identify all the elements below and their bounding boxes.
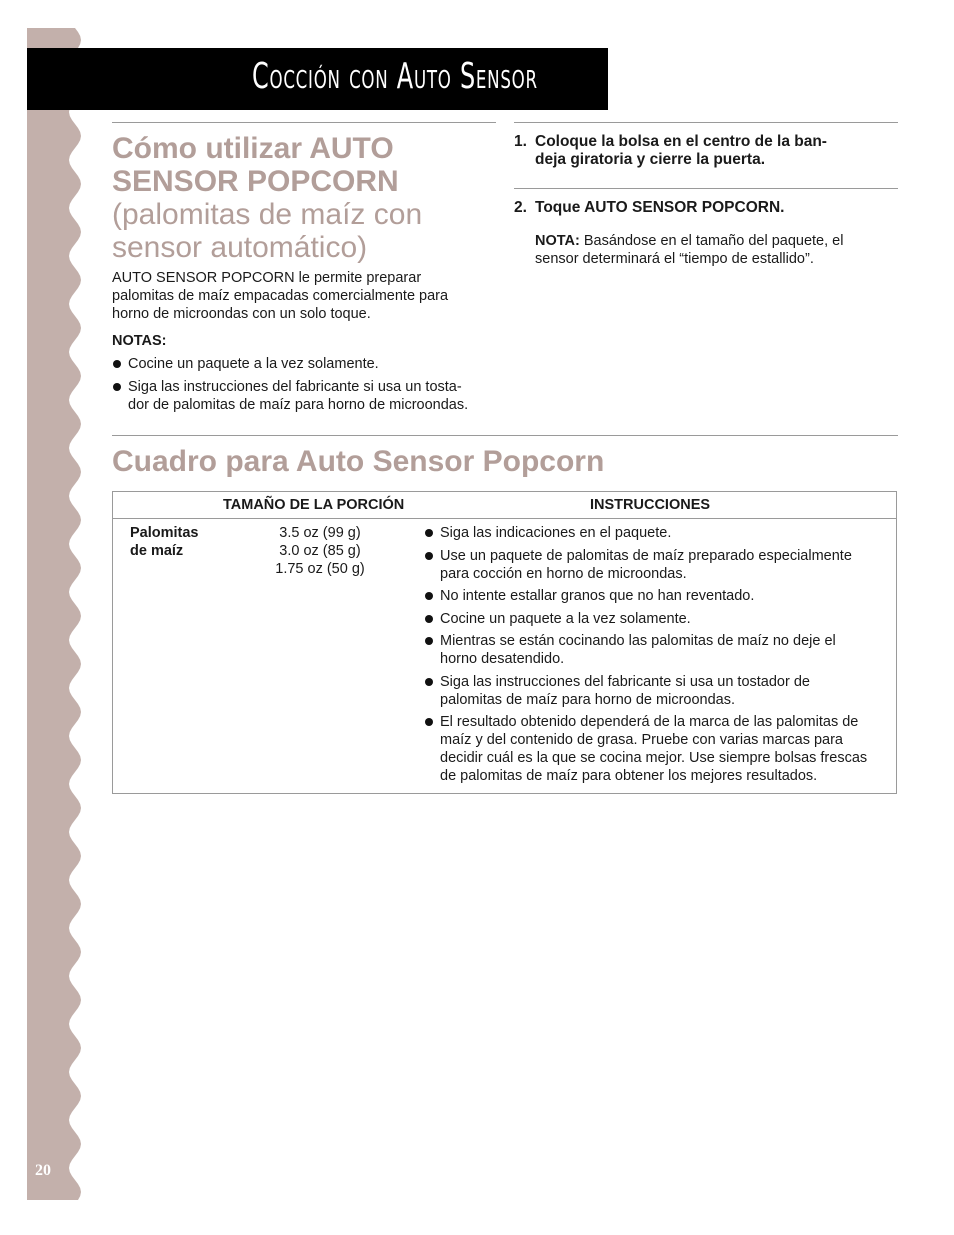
list-item-line: de palomitas de maíz para obtener los mejores resultados. xyxy=(440,768,818,784)
column-header-size: TAMAÑO DE LA PORCIÓN xyxy=(223,497,405,513)
list-item xyxy=(424,524,894,542)
step-text-line: deja giratoria y cierre la puerta. xyxy=(535,151,766,168)
list-item-line: Cocine un paquete a la vez solamente. xyxy=(128,356,379,372)
list-item-line: No intente estallar granos que no han reventado. xyxy=(440,588,755,604)
step-number: 2. xyxy=(514,199,527,216)
column-header-instructions: INSTRUCCIONES xyxy=(590,497,711,513)
notes-list xyxy=(112,355,507,414)
note-text: sensor determinará el “tiempo de estallido”. xyxy=(535,251,814,267)
list-item-line: Siga las instrucciones del fabricante si usa un tostador de xyxy=(440,674,810,690)
chart-heading: Cuadro para Auto Sensor Popcorn xyxy=(112,445,605,478)
section-divider xyxy=(514,188,898,189)
heading-line: Cómo utilizar AUTO xyxy=(112,132,394,165)
step-text-line: Toque AUTO SENSOR POPCORN. xyxy=(535,199,785,216)
page-number: 20 xyxy=(35,1162,51,1179)
page-title: Cocción con Auto Sensor xyxy=(252,56,538,97)
list-item-line: palomitas de maíz para horno de microondas. xyxy=(440,692,735,708)
list-item xyxy=(424,587,894,605)
instructions-list xyxy=(424,524,894,785)
list-item-line: dor de palomitas de maíz para horno de microondas. xyxy=(128,397,469,413)
heading-line: sensor automático) xyxy=(112,231,368,264)
step-2-note xyxy=(535,232,895,268)
food-label xyxy=(130,524,199,560)
list-item-line: decidir cuál es la que se cocina mejor. Use siempre bolsas frescas xyxy=(440,750,868,766)
list-item-line: El resultado obtenido dependerá de la marca de las palomitas de xyxy=(440,714,859,730)
intro-line: palomitas de maíz empacadas comercialmente para xyxy=(112,288,449,304)
list-item xyxy=(424,610,894,628)
list-item-line: Siga las indicaciones en el paquete. xyxy=(440,525,672,541)
list-item-line: Use un paquete de palomitas de maíz preparado especialmente xyxy=(440,548,852,564)
list-item-line: Cocine un paquete a la vez solamente. xyxy=(440,611,691,627)
portion-size: 3.5 oz (99 g) xyxy=(279,525,361,541)
list-item-line: para cocción en horno de microondas. xyxy=(440,566,687,582)
step-number: 1. xyxy=(514,133,527,150)
list-item xyxy=(424,632,894,668)
notes-label: NOTAS: xyxy=(112,333,167,349)
list-item-line: Mientras se están cocinando las palomitas de maíz no deje el xyxy=(440,633,836,649)
list-item xyxy=(424,713,894,785)
heading-line: (palomitas de maíz con xyxy=(112,198,423,231)
section-heading xyxy=(112,132,512,264)
heading-line: SENSOR POPCORN xyxy=(112,165,399,198)
intro-line: horno de microondas con un solo toque. xyxy=(112,306,371,322)
section-divider xyxy=(112,122,496,123)
decorative-side-band xyxy=(27,28,83,1200)
list-item-line: horno desatendido. xyxy=(440,651,565,667)
food-label-line: Palomitas xyxy=(130,525,199,541)
note-text: Basándose en el tamaño del paquete, el xyxy=(579,233,844,249)
food-label-line: de maíz xyxy=(130,543,184,559)
step-2 xyxy=(514,199,898,217)
portion-size: 1.75 oz (50 g) xyxy=(275,561,365,577)
step-text-line: Coloque la bolsa en el centro de la ban- xyxy=(535,133,827,150)
list-item-line: Siga las instrucciones del fabricante si usa un tosta- xyxy=(128,379,462,395)
list-item xyxy=(424,547,894,583)
note-label: NOTA: xyxy=(535,233,580,249)
portion-sizes xyxy=(240,524,400,578)
list-item xyxy=(424,673,894,709)
portion-size: 3.0 oz (85 g) xyxy=(279,543,361,559)
table-header-divider xyxy=(112,518,897,519)
list-item-line: maíz y del contenido de grasa. Pruebe con varias marcas para xyxy=(440,732,843,748)
list-item xyxy=(112,378,507,414)
section-divider xyxy=(112,435,898,436)
step-1 xyxy=(514,133,898,169)
intro-line: AUTO SENSOR POPCORN le permite preparar xyxy=(112,270,422,286)
section-divider xyxy=(514,122,898,123)
intro-paragraph xyxy=(112,269,502,323)
list-item xyxy=(112,355,507,373)
